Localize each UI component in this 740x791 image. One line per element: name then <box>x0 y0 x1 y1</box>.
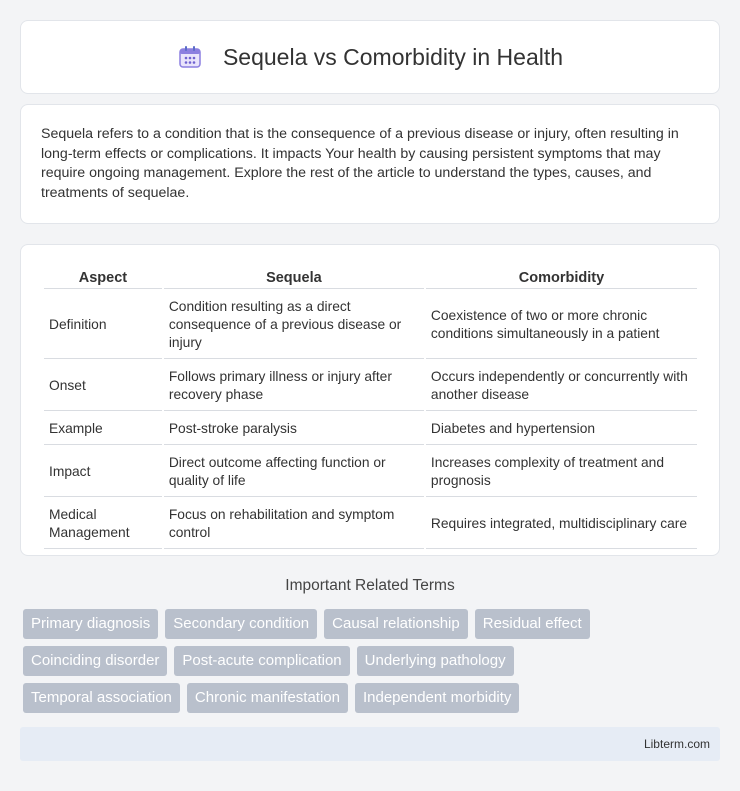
table-row <box>44 447 697 497</box>
table-cell: Coexistence of two or more chronic conditions simultaneously in a patient <box>426 291 697 359</box>
table-row <box>44 291 697 359</box>
table-cell: Requires integrated, multidisciplinary care <box>426 499 697 549</box>
header-sequela: Sequela <box>164 267 424 289</box>
tag-row <box>23 683 723 713</box>
table-cell: Onset <box>44 361 162 411</box>
tag-residual-effect[interactable]: Residual effect <box>475 609 590 639</box>
tag-post-acute-complication[interactable]: Post-acute complication <box>174 646 349 676</box>
table-cell: Increases complexity of treatment and prognosis <box>426 447 697 497</box>
related-terms <box>23 609 723 720</box>
tag-secondary-condition[interactable]: Secondary condition <box>165 609 317 639</box>
header-comorbidity: Comorbidity <box>426 267 697 289</box>
table-cell: Example <box>44 413 162 445</box>
tag-underlying-pathology[interactable]: Underlying pathology <box>357 646 514 676</box>
tag-causal-relationship[interactable]: Causal relationship <box>324 609 468 639</box>
footer <box>20 727 720 761</box>
table-cell: Diabetes and hypertension <box>426 413 697 445</box>
table-cell: Impact <box>44 447 162 497</box>
tag-coinciding-disorder[interactable]: Coinciding disorder <box>23 646 167 676</box>
related-terms-title: Important Related Terms <box>285 577 455 594</box>
table-cell: Direct outcome affecting function or quality of life <box>164 447 424 497</box>
title-card <box>20 20 720 94</box>
table-cell: Post-stroke paralysis <box>164 413 424 445</box>
tag-row <box>23 609 723 639</box>
table-row <box>44 499 697 549</box>
header-aspect: Aspect <box>44 267 162 289</box>
intro-card <box>20 104 720 224</box>
tag-primary-diagnosis[interactable]: Primary diagnosis <box>23 609 158 639</box>
table-cell: Focus on rehabilitation and symptom control <box>164 499 424 549</box>
tag-temporal-association[interactable]: Temporal association <box>23 683 180 713</box>
tag-independent-morbidity[interactable]: Independent morbidity <box>355 683 519 713</box>
table-row <box>44 413 697 445</box>
table-cell: Occurs independently or concurrently with another disease <box>426 361 697 411</box>
footer-brand-link[interactable]: Libterm.com <box>643 737 710 751</box>
page-title: Sequela vs Comorbidity in Health <box>222 43 564 70</box>
calendar-icon <box>177 44 203 70</box>
table-header-row <box>44 267 697 289</box>
table-cell: Medical Management <box>44 499 162 549</box>
intro-text: Sequela refers to a condition that is the consequence of a previous disease or injury, often resulting in long-term effects or complications. It impacts Your health by causing persistent symptoms that may require ongoing management. Explore the rest of the article to understand the types, causes, and treatments of sequelae. <box>41 126 679 201</box>
comparison-table <box>42 265 699 551</box>
tag-row <box>23 646 723 676</box>
tag-chronic-manifestation[interactable]: Chronic manifestation <box>187 683 348 713</box>
table-cell: Definition <box>44 291 162 359</box>
table-cell: Follows primary illness or injury after recovery phase <box>164 361 424 411</box>
table-row <box>44 361 697 411</box>
table-cell: Condition resulting as a direct consequence of a previous disease or injury <box>164 291 424 359</box>
comparison-card <box>20 244 720 556</box>
